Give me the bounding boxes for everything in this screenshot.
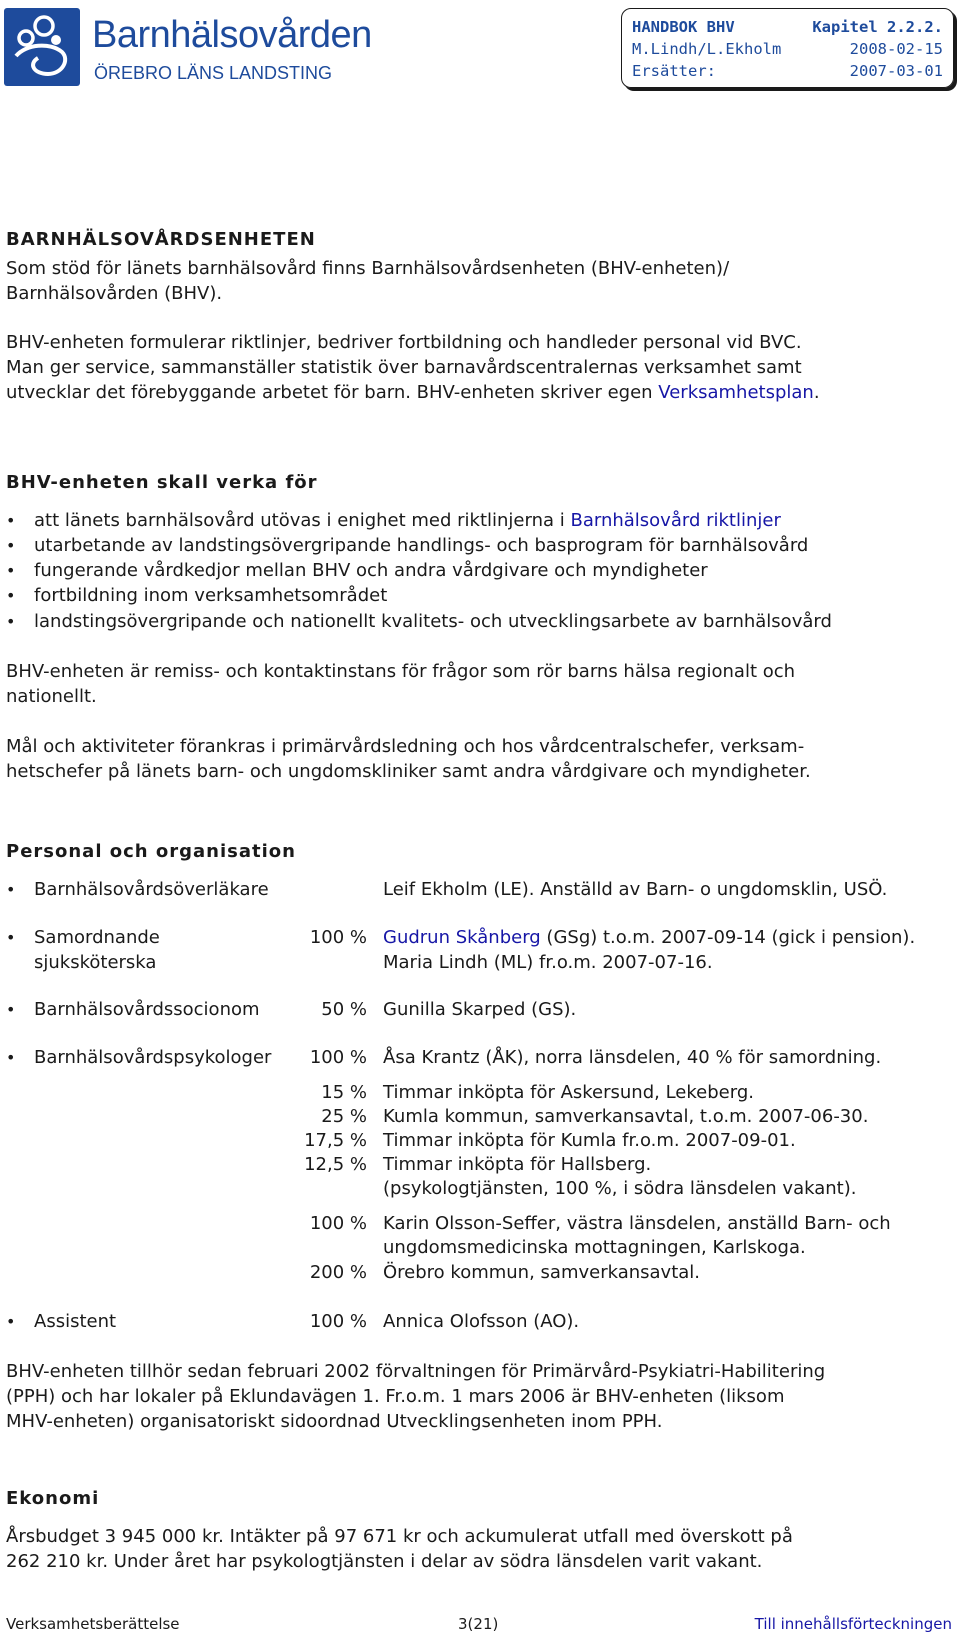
toc-link[interactable]: Till innehållsförteckningen <box>754 1615 952 1633</box>
description-cell: Karin Olsson-Seffer, västra länsdelen, anställd Barn- och <box>383 1213 891 1234</box>
description-cell: Maria Lindh (ML) fr.o.m. 2007-07-16. <box>383 952 713 973</box>
percent-cell: 100 % <box>309 1047 367 1068</box>
paragraph-line: Man ger service, sammanställer statistik över barnavårdscentralernas verksamhet samt <box>6 357 802 378</box>
link-riktlinjer[interactable]: Barnhälsovård riktlinjer <box>570 510 781 531</box>
paragraph-line: Som stöd för länets barnhälsovård finns Barnhälsovårdsenheten (BHV-enheten)/ <box>6 258 730 279</box>
description-cell: Leif Ekholm (LE). Anställd av Barn- o ungdomsklin, USÖ. <box>383 879 888 900</box>
page-number: 3(21) <box>458 1615 499 1633</box>
paragraph-line: Årsbudget 3 945 000 kr. Intäkter på 97 671 kr och ackumulerat utfall med överskott på <box>6 1526 793 1547</box>
section-heading-economy: Ekonomi <box>6 1488 100 1509</box>
document-info-box <box>621 8 954 88</box>
percent-cell: 100 % <box>309 1213 367 1234</box>
paragraph-line: hetschefer på länets barn- och ungdomskliniker samt andra vårdgivare och myndigheter. <box>6 761 811 782</box>
handbook-label: HANDBOK BHV <box>632 18 735 36</box>
paragraph-line: nationellt. <box>6 686 97 707</box>
percent-cell: 17,5 % <box>304 1130 367 1151</box>
section-heading-bhv-unit: BARNHÄLSOVÅRDSENHETEN <box>6 229 316 250</box>
replaces-label: Ersätter: <box>632 62 716 80</box>
paragraph-line: (PPH) och har lokaler på Eklundavägen 1. Fr.o.m. 1 mars 2006 är BHV-enheten (liksom <box>6 1386 785 1407</box>
role-cell: sjuksköterska <box>34 952 157 973</box>
section-heading-personnel: Personal och organisation <box>6 841 296 862</box>
paragraph-line: BHV-enheten tillhör sedan februari 2002 förvaltningen för Primärvård-Psykiatri-Habilitering <box>6 1361 826 1382</box>
bullet-text: att länets barnhälsovård utövas i enighet med riktlinjerna i <box>34 510 571 531</box>
link-gudrun-skanberg[interactable]: Gudrun Skånberg <box>383 927 541 948</box>
role-cell: • Samordnande <box>34 925 160 950</box>
bullet-item <box>34 508 781 533</box>
percent-cell: 50 % <box>321 999 367 1020</box>
percent-cell: 15 % <box>321 1082 367 1103</box>
description-cell: Timmar inköpta för Kumla fr.o.m. 2007-09-01. <box>383 1130 796 1151</box>
role-cell: • Barnhälsovårdssocionom <box>34 997 260 1022</box>
logo-title: Barnhälsovården <box>92 14 372 56</box>
link-verksamhetsplan[interactable]: Verksamhetsplan <box>658 382 814 403</box>
section-heading-tasks: BHV-enheten skall verka för <box>6 472 318 493</box>
description-cell: ungdomsmedicinska mottagningen, Karlskoga. <box>383 1237 806 1258</box>
paragraph-line: BHV-enheten formulerar riktlinjer, bedriver fortbildning och handleder personal vid BVC. <box>6 332 802 353</box>
percent-cell: 100 % <box>309 1311 367 1332</box>
percent-cell: 25 % <box>321 1106 367 1127</box>
description-text: (GSg) t.o.m. 2007-09-14 (gick i pension). <box>540 927 916 948</box>
description-cell: Gunilla Skarped (GS). <box>383 999 577 1020</box>
description-cell: (psykologtjänsten, 100 %, i södra länsdelen vakant). <box>383 1178 857 1199</box>
logo <box>4 8 372 88</box>
paragraph-text: . <box>813 382 820 403</box>
description-cell: Kumla kommun, samverkansavtal, t.o.m. 2007-06-30. <box>383 1106 869 1127</box>
description-cell: Timmar inköpta för Hallsberg. <box>383 1154 652 1175</box>
paragraph-line <box>6 380 820 405</box>
description-cell: Annica Olofsson (AO). <box>383 1311 580 1332</box>
description-cell: Timmar inköpta för Askersund, Lekeberg. <box>383 1082 754 1103</box>
description-cell: Åsa Krantz (ÅK), norra länsdelen, 40 % för samordning. <box>383 1047 882 1068</box>
document-date: 2008-02-15 <box>849 40 943 58</box>
chapter-number: Kapitel 2.2.2. <box>812 18 943 36</box>
percent-cell: 12,5 % <box>304 1154 367 1175</box>
paragraph-line: MHV-enheten) organisatoriskt sidoordnad Utvecklingsenheten inom PPH. <box>6 1411 663 1432</box>
role-cell: • Assistent <box>34 1309 116 1334</box>
paragraph-line: Mål och aktiviteter förankras i primärvårdsledning och hos vårdcentralschefer, verksam- <box>6 736 805 757</box>
role-cell: • Barnhälsovårdsöverläkare <box>34 877 269 902</box>
percent-cell: 200 % <box>309 1262 367 1283</box>
bullet-item: • utarbetande av landstingsövergripande handlings- och basprogram för barnhälsovård <box>34 533 808 558</box>
bullet-item: • fortbildning inom verksamhetsområdet <box>34 583 387 608</box>
bullet-item: • fungerande vårdkedjor mellan BHV och andra vårdgivare och myndigheter <box>34 558 708 583</box>
family-logo-icon <box>4 8 80 86</box>
logo-subtitle: ÖREBRO LÄNS LANDSTING <box>94 63 333 83</box>
description-cell: Örebro kommun, samverkansavtal. <box>383 1262 701 1283</box>
authors: M.Lindh/L.Ekholm <box>632 40 782 58</box>
description-cell <box>383 925 915 950</box>
bullet-item: • landstingsövergripande och nationellt kvalitets- och utvecklingsarbete av barnhälsovård <box>34 609 832 634</box>
paragraph-line: 262 210 kr. Under året har psykologtjänsten i delar av södra länsdelen varit vakant. <box>6 1551 763 1572</box>
role-cell: • Barnhälsovårdspsykologer <box>34 1045 271 1070</box>
replaces-date: 2007-03-01 <box>849 62 943 80</box>
footer-document-name: Verksamhetsberättelse <box>6 1615 180 1633</box>
percent-cell: 100 % <box>309 927 367 948</box>
paragraph-text: utvecklar det förebyggande arbetet för barn. BHV-enheten skriver egen <box>6 382 659 403</box>
paragraph-line: BHV-enheten är remiss- och kontaktinstans för frågor som rör barns hälsa regionalt och <box>6 661 796 682</box>
paragraph-line: Barnhälsovården (BHV). <box>6 283 223 304</box>
